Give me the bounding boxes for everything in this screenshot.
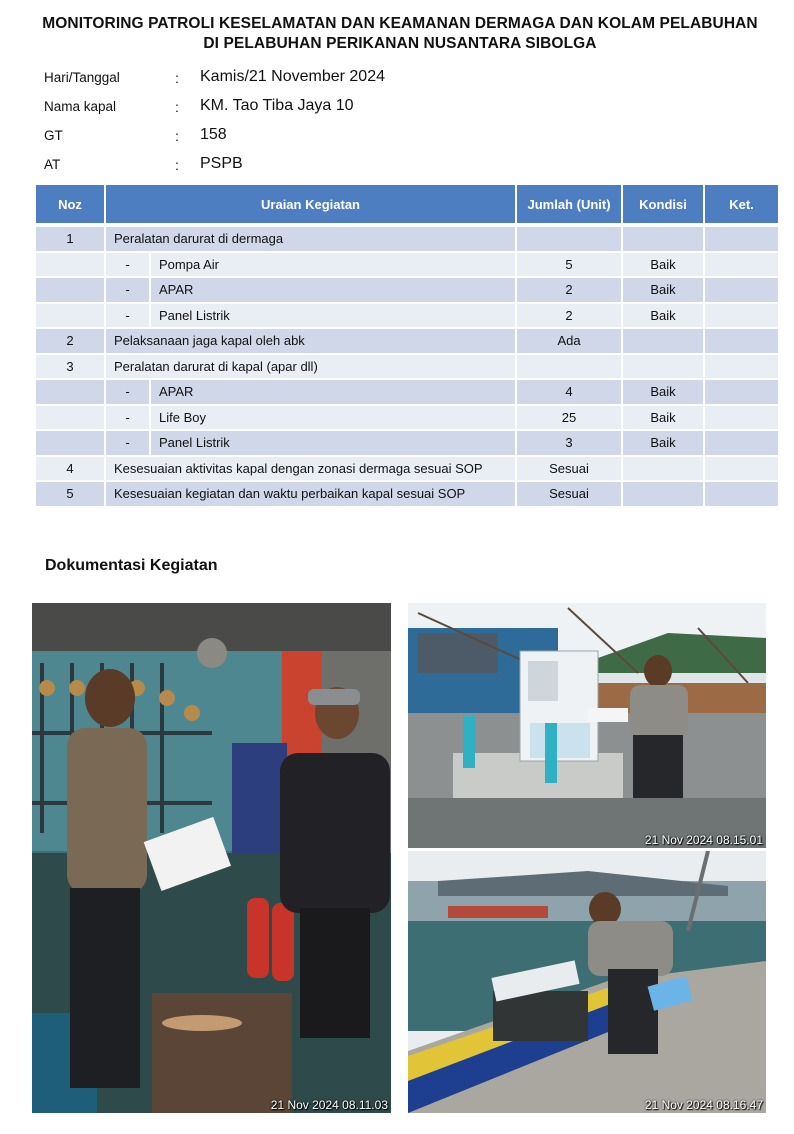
table-row: [36, 304, 780, 330]
row-dash: -: [106, 406, 151, 432]
info-label: AT: [44, 157, 61, 172]
header-description: Uraian Kegiatan: [106, 185, 517, 227]
info-value: KM. Tao Tiba Jaya 10: [200, 97, 354, 114]
row-condition: Baik: [623, 406, 705, 432]
row-quantity: 3: [517, 431, 623, 457]
row-dash: -: [106, 304, 151, 330]
row-remarks: [705, 253, 780, 279]
row-dash: -: [106, 431, 151, 457]
photo-timestamp: 21 Nov 2024 08.15.01: [644, 833, 763, 847]
row-quantity: Sesuai: [517, 482, 623, 508]
row-description: Pelaksanaan jaga kapal oleh abk: [106, 329, 517, 355]
row-description: Peralatan darurat di kapal (apar dll): [106, 355, 517, 381]
info-colon: :: [175, 157, 179, 173]
info-label: GT: [44, 128, 63, 143]
row-quantity: 4: [517, 380, 623, 406]
row-remarks: [705, 227, 780, 253]
row-no: [36, 304, 106, 330]
dock-panel-illustration: [408, 603, 766, 848]
photo-engine-room: [32, 603, 391, 1113]
table-row: [36, 406, 780, 432]
row-condition: Baik: [623, 278, 705, 304]
engine-room-illustration: [32, 603, 391, 1113]
row-quantity: [517, 355, 623, 381]
table-row: [36, 457, 780, 483]
title-line-1: MONITORING PATROLI KESELAMATAN DAN KEAMANAN DERMAGA DAN KOLAM PELABUHAN: [42, 15, 758, 32]
row-condition: [623, 227, 705, 253]
row-no: [36, 406, 106, 432]
row-quantity: 2: [517, 278, 623, 304]
row-description: APAR: [151, 278, 517, 304]
header-quantity: Jumlah (Unit): [517, 185, 623, 227]
row-dash: -: [106, 253, 151, 279]
row-quantity: 25: [517, 406, 623, 432]
title-line-2: DI PELABUHAN PERIKANAN NUSANTARA SIBOLGA: [203, 35, 597, 52]
info-row-ship-name: [44, 95, 544, 124]
info-row-gt: [44, 124, 544, 153]
row-quantity: 5: [517, 253, 623, 279]
harbor-pier-illustration: [408, 851, 766, 1113]
row-quantity: Ada: [517, 329, 623, 355]
table-row: [36, 227, 780, 253]
row-no: 2: [36, 329, 106, 355]
info-value: Kamis/21 November 2024: [200, 68, 385, 85]
row-description: Kesesuaian kegiatan dan waktu perbaikan kapal sesuai SOP: [106, 482, 517, 508]
row-no: 1: [36, 227, 106, 253]
row-condition: [623, 329, 705, 355]
photo-dock-panel: [408, 603, 766, 848]
table-row: [36, 278, 780, 304]
table-row: [36, 482, 780, 508]
row-remarks: [705, 380, 780, 406]
table-header-row: [36, 185, 780, 227]
row-remarks: [705, 355, 780, 381]
row-no: 4: [36, 457, 106, 483]
document-title: [20, 14, 780, 54]
row-condition: [623, 457, 705, 483]
row-no: 5: [36, 482, 106, 508]
row-condition: [623, 355, 705, 381]
info-colon: :: [175, 70, 179, 86]
row-remarks: [705, 482, 780, 508]
monitoring-table: [36, 185, 780, 508]
row-description: Peralatan darurat di dermaga: [106, 227, 517, 253]
row-description: Kesesuaian aktivitas kapal dengan zonasi dermaga sesuai SOP: [106, 457, 517, 483]
info-colon: :: [175, 99, 179, 115]
row-description: Panel Listrik: [151, 431, 517, 457]
row-condition: Baik: [623, 380, 705, 406]
info-colon: :: [175, 128, 179, 144]
row-remarks: [705, 304, 780, 330]
row-no: 3: [36, 355, 106, 381]
info-row-date: [44, 66, 544, 95]
row-description: Life Boy: [151, 406, 517, 432]
row-quantity: [517, 227, 623, 253]
info-label: Hari/Tanggal: [44, 70, 120, 85]
table-row: [36, 355, 780, 381]
row-quantity: 2: [517, 304, 623, 330]
table-row: [36, 253, 780, 279]
documentation-title: Dokumentasi Kegiatan: [45, 557, 218, 574]
row-no: [36, 253, 106, 279]
table-row: [36, 329, 780, 355]
row-remarks: [705, 431, 780, 457]
row-remarks: [705, 457, 780, 483]
info-row-at: [44, 153, 544, 182]
row-description: APAR: [151, 380, 517, 406]
table-row: [36, 380, 780, 406]
row-no: [36, 278, 106, 304]
row-condition: Baik: [623, 253, 705, 279]
row-no: [36, 380, 106, 406]
photo-timestamp: 21 Nov 2024 08.11.03: [270, 1098, 388, 1112]
header-no: Noz: [36, 185, 106, 227]
info-value: 158: [200, 126, 227, 143]
row-remarks: [705, 406, 780, 432]
photo-timestamp: 21 Nov 2024 08.16.47: [644, 1098, 763, 1112]
row-condition: Baik: [623, 304, 705, 330]
header-remarks: Ket.: [705, 185, 780, 227]
row-quantity: Sesuai: [517, 457, 623, 483]
row-dash: -: [106, 380, 151, 406]
row-description: Panel Listrik: [151, 304, 517, 330]
row-remarks: [705, 329, 780, 355]
table-row: [36, 431, 780, 457]
row-description: Pompa Air: [151, 253, 517, 279]
row-dash: -: [106, 278, 151, 304]
row-condition: [623, 482, 705, 508]
header-condition: Kondisi: [623, 185, 705, 227]
info-value: PSPB: [200, 155, 243, 172]
row-condition: Baik: [623, 431, 705, 457]
row-remarks: [705, 278, 780, 304]
photo-harbor-pier: [408, 851, 766, 1113]
row-no: [36, 431, 106, 457]
info-label: Nama kapal: [44, 99, 117, 114]
